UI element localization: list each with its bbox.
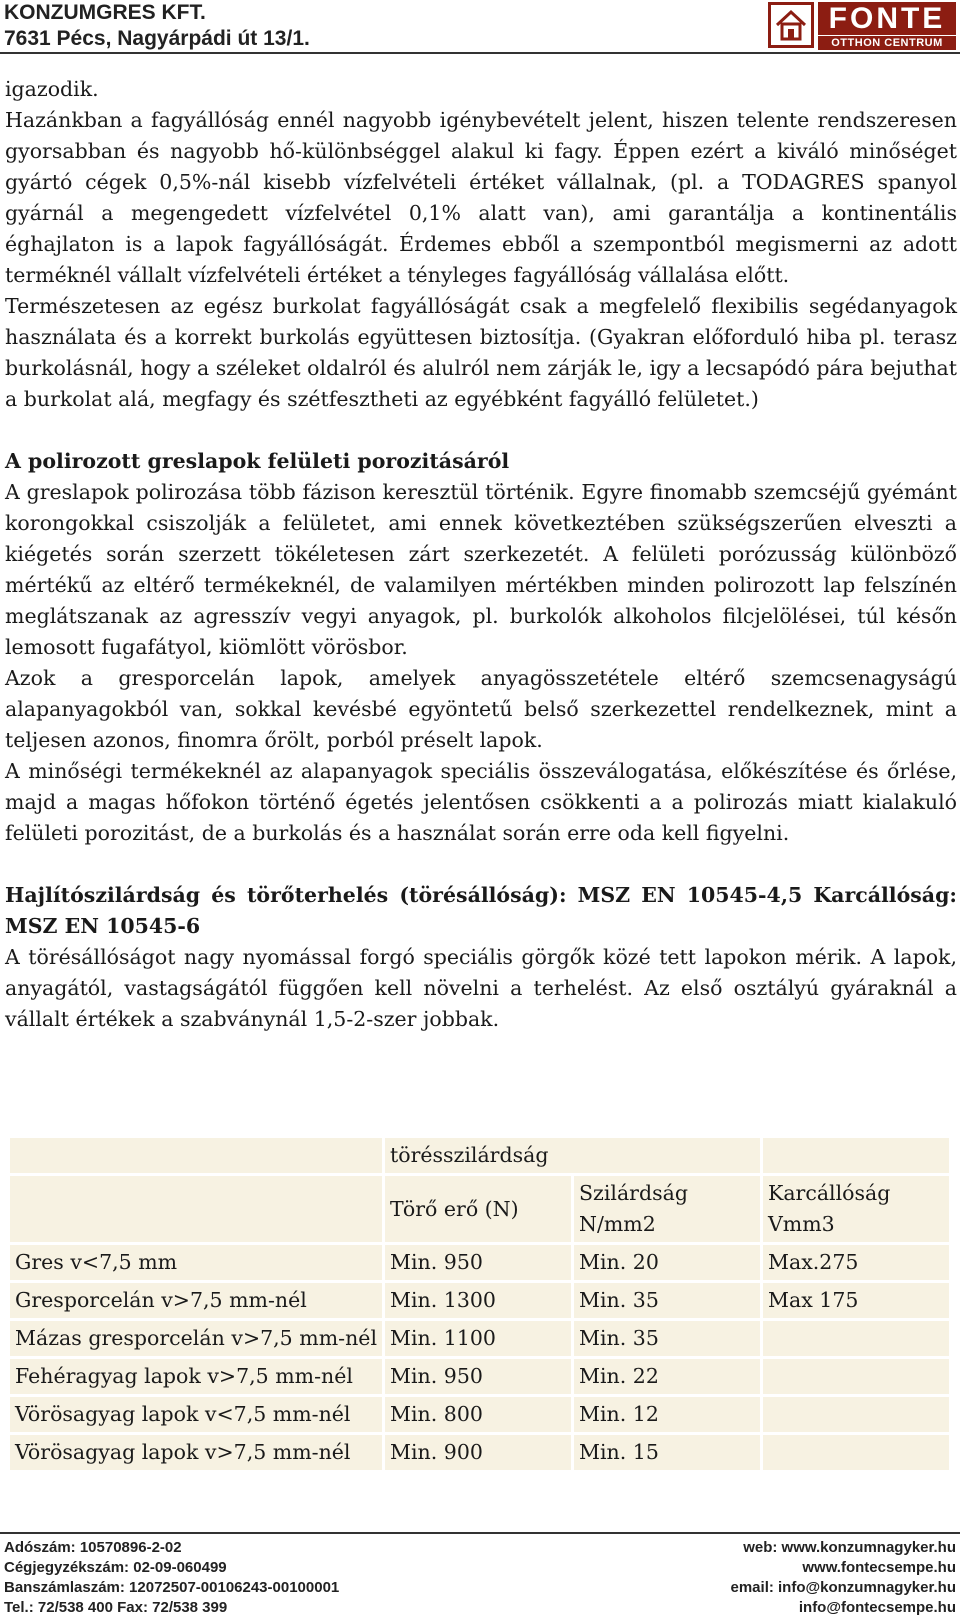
paragraph: A greslapok polirozása több fázison keresztül történik. Egyre finomabb szemcséjű gyémánt korongokkal csiszolják a felületet, ami ennek következtében szükségszerűen elveszti a kiégetés során szerzett tökéletesen zárt szerkezetét. A felületi porózusság különböző mértékű az eltérő termékeknél, de valamilyen mértékben minden polirozott lap felszínén meglátszanak az agresszív vegyi anyagok, pl. burkolók alkoholos filcjelölései, túl későn lemosott fugafátyol, kiömlött vörösbor. <box>5 480 957 659</box>
table-cell: Min. 12 <box>574 1397 760 1432</box>
footer-bank-account: Banszámlaszám: 12072507-00106243-00100001 <box>4 1579 340 1596</box>
footer-tax-number: Adószám: 10570896-2-02 <box>4 1539 182 1556</box>
table-cell: Max 175 <box>763 1283 949 1318</box>
table-cell: Min. 900 <box>385 1435 571 1470</box>
house-icon <box>768 2 814 48</box>
table-row <box>10 1435 949 1470</box>
table-cell: Max.275 <box>763 1245 949 1280</box>
paragraph: Természetesen az egész burkolat fagyállóságát csak a megfelelő flexibilis segédanyagok használata és a korrekt burkolás együttesen biztosítja. (Gyakran előforduló hiba pl. terasz burkolásnál, hogy a széleket oldalról és alulról nem zárják le, igy a lecsapódó pára bejuthat a burkolat alá, megfagy és szétfesztheti az egyébként fagyálló felületet.) <box>5 294 957 411</box>
table-cell: Min. 20 <box>574 1245 760 1280</box>
table-cell: Vörösagyag lapok v>7,5 mm-nél <box>10 1435 382 1470</box>
table-cell: Min. 1300 <box>385 1283 571 1318</box>
paragraph: A törésállóságot nagy nyomással forgó speciális görgők közé tett lapokon mérik. A lapok, anyagától, vastagságától függően kell növelni a terhelést. Az első osztályú gyáraknál a vállalt értékek a szabványnál 1,5-2-szer jobbak. <box>5 945 957 1031</box>
company-address: 7631 Pécs, Nagyárpádi út 13/1. <box>4 27 310 50</box>
table-cell <box>763 1435 949 1470</box>
paragraph: Azok a gresporcelán lapok, amelyek anyagösszetétele eltérő szemcsenagyságú alapanyagokból van, sokkal kevésbé egyöntetű belső szerkezettel rendelkeznek, mint a teljesen azonos, finomra őrölt, porból préselt lapok. <box>5 666 957 752</box>
header-divider <box>0 52 960 54</box>
paragraph: A minőségi termékeknél az alapanyagok speciális összeválogatása, előkészítése és őrlése, majd a magas hőfokon történő égetés jelentősen csökkenti a a polirozás miatt kialakuló felületi porozitást, de a burkolás és a használat során erre oda kell figyelni. <box>5 759 957 845</box>
table-row <box>10 1283 949 1318</box>
table-header-row <box>10 1138 949 1173</box>
table-cell: Min. 800 <box>385 1397 571 1432</box>
company-name: KONZUMGRES KFT. <box>4 1 206 24</box>
column-header: Karcállóság Vmm3 <box>763 1176 949 1242</box>
column-header: Törő erő (N) <box>385 1176 571 1242</box>
logo-brand: FONTE <box>818 2 956 35</box>
paragraph: igazodik. <box>5 77 99 101</box>
table-cell: Gresporcelán v>7,5 mm-nél <box>10 1283 382 1318</box>
table-cell: Fehéragyag lapok v>7,5 mm-nél <box>10 1359 382 1394</box>
document-body <box>5 74 957 1035</box>
table-cell: Gres v<7,5 mm <box>10 1245 382 1280</box>
table-cell <box>763 1397 949 1432</box>
footer-phone: Tel.: 72/538 400 Fax: 72/538 399 <box>4 1599 228 1616</box>
section-heading: Hajlítószilárdság és törőterhelés (törésállóság): MSZ EN 10545-4,5 Karcállóság: MSZ EN 10545-6 <box>5 883 957 938</box>
footer-web[interactable]: web: www.konzumnagyker.hu <box>743 1539 956 1556</box>
footer-divider <box>0 1532 960 1534</box>
table-cell: Min. 35 <box>574 1283 760 1318</box>
footer-email-secondary[interactable]: info@fontecsempe.hu <box>798 1599 956 1616</box>
page-header <box>0 0 960 56</box>
paragraph: Hazánkban a fagyállóság ennél nagyobb igénybevételt jelent, hiszen telente rendszeresen gyorsabban és nagyobb hő-különbséggel alakul ki fagy. Éppen ezért a kiváló minőséget gyártó cégek 0,5%-nál kisebb vízfelvételi értéket vállalnak, (pl. a TODAGRES spanyol gyárnál a megengedett vízfelvétel 0,1% alatt van), ami garantálja a kontinentális éghajlaton is a lapok fagyállóságát. Érdemes ebből a szempontból megismerni az adott terméknél vállalt vízfelvételi értéket a tényleges fagyállóság vállalása előtt. <box>5 108 957 287</box>
fonte-logo <box>768 2 956 50</box>
footer-web-secondary[interactable]: www.fontecsempe.hu <box>802 1559 956 1576</box>
footer-registration: Cégjegyzékszám: 02-09-060499 <box>4 1559 227 1576</box>
table-row <box>10 1321 949 1356</box>
table-row <box>10 1359 949 1394</box>
footer-email[interactable]: email: info@konzumnagyker.hu <box>730 1579 956 1596</box>
table-header-row <box>10 1176 949 1242</box>
table-cell <box>763 1359 949 1394</box>
table-cell: Min. 22 <box>574 1359 760 1394</box>
table-cell: Vörösagyag lapok v<7,5 mm-nél <box>10 1397 382 1432</box>
table-cell: Mázas gresporcelán v>7,5 mm-nél <box>10 1321 382 1356</box>
table-row <box>10 1245 949 1280</box>
column-header: Szilárdság N/mm2 <box>574 1176 760 1242</box>
table-cell: Min. 15 <box>574 1435 760 1470</box>
table-cell: Min. 1100 <box>385 1321 571 1356</box>
group-header: törésszilárdság <box>385 1138 760 1173</box>
strength-table <box>7 1135 952 1473</box>
section-heading: A polirozott greslapok felületi porozitásáról <box>5 449 510 473</box>
page-footer <box>0 1532 960 1621</box>
table-row <box>10 1397 949 1432</box>
logo-subtitle: OTTHON CENTRUM <box>818 36 956 50</box>
table-cell <box>763 1321 949 1356</box>
table-cell: Min. 35 <box>574 1321 760 1356</box>
table-cell: Min. 950 <box>385 1245 571 1280</box>
table-cell: Min. 950 <box>385 1359 571 1394</box>
